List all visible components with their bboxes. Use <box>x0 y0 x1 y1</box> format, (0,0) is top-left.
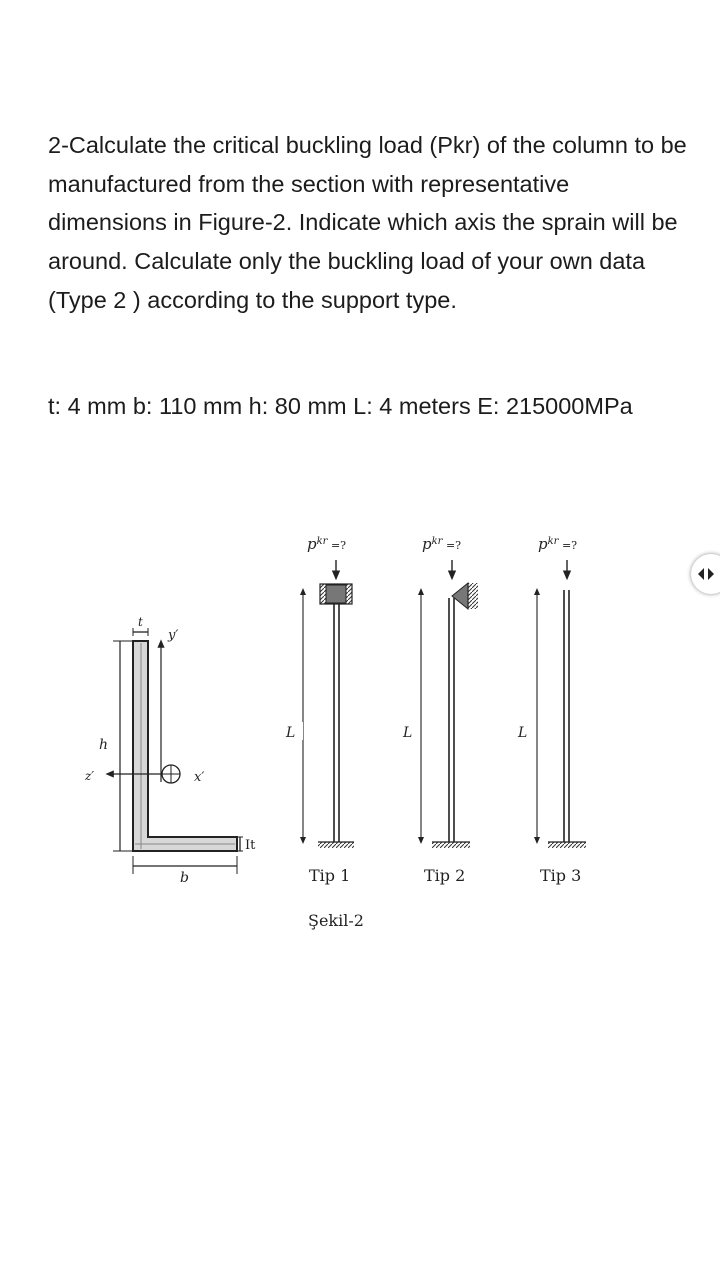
h-label: h <box>99 737 109 753</box>
type-label-tip-3: Tip 3 <box>540 866 582 885</box>
scroll-arrows-button[interactable] <box>691 554 720 594</box>
load-label-tip-3: $p^{kr}$ $_{=?}$ <box>538 535 578 553</box>
fixed-base-support-tip-2 <box>432 842 470 848</box>
It-label: It <box>245 838 256 853</box>
l-section <box>84 615 256 886</box>
left-right-arrows-icon <box>691 554 720 594</box>
l-section-outline <box>133 641 237 851</box>
load-label-tip-2: $p^{kr}$ $_{=?}$ <box>422 535 462 553</box>
z-axis-label: z′ <box>85 769 95 783</box>
column-tip-3 <box>515 535 586 885</box>
figure-caption: Şekil-2 <box>308 911 364 930</box>
fixed-base-support-tip-1 <box>318 842 354 848</box>
column-tip-2 <box>400 535 478 885</box>
type-label-tip-1: Tip 1 <box>309 866 351 885</box>
load-label-tip-1: $p^{kr}$ $_{=?}$ <box>307 535 347 553</box>
length-label-tip-3: L <box>518 725 528 741</box>
t-label: t <box>138 615 143 629</box>
b-label: b <box>180 870 189 886</box>
length-label-tip-2: L <box>403 725 413 741</box>
type-label-tip-2: Tip 2 <box>424 866 466 885</box>
x-axis-label: x′ <box>194 770 205 785</box>
column-tip-1 <box>283 535 354 885</box>
fixed-base-support-tip-3 <box>548 842 586 848</box>
given-data-text: t: 4 mm b: 110 mm h: 80 mm L: 4 meters E: 215000MPa <box>48 393 633 419</box>
question-text: 2-Calculate the critical buckling load (Pkr) of the column to be manufactured from the section with representative dimensions in Figure-2. Indicate which axis the sprain will be around. Calculate only the buckling load of your own data (Type 2 ) according to the support type. <box>48 132 687 313</box>
y-axis-label: y′ <box>168 628 179 643</box>
length-label-tip-1: L <box>286 725 296 741</box>
